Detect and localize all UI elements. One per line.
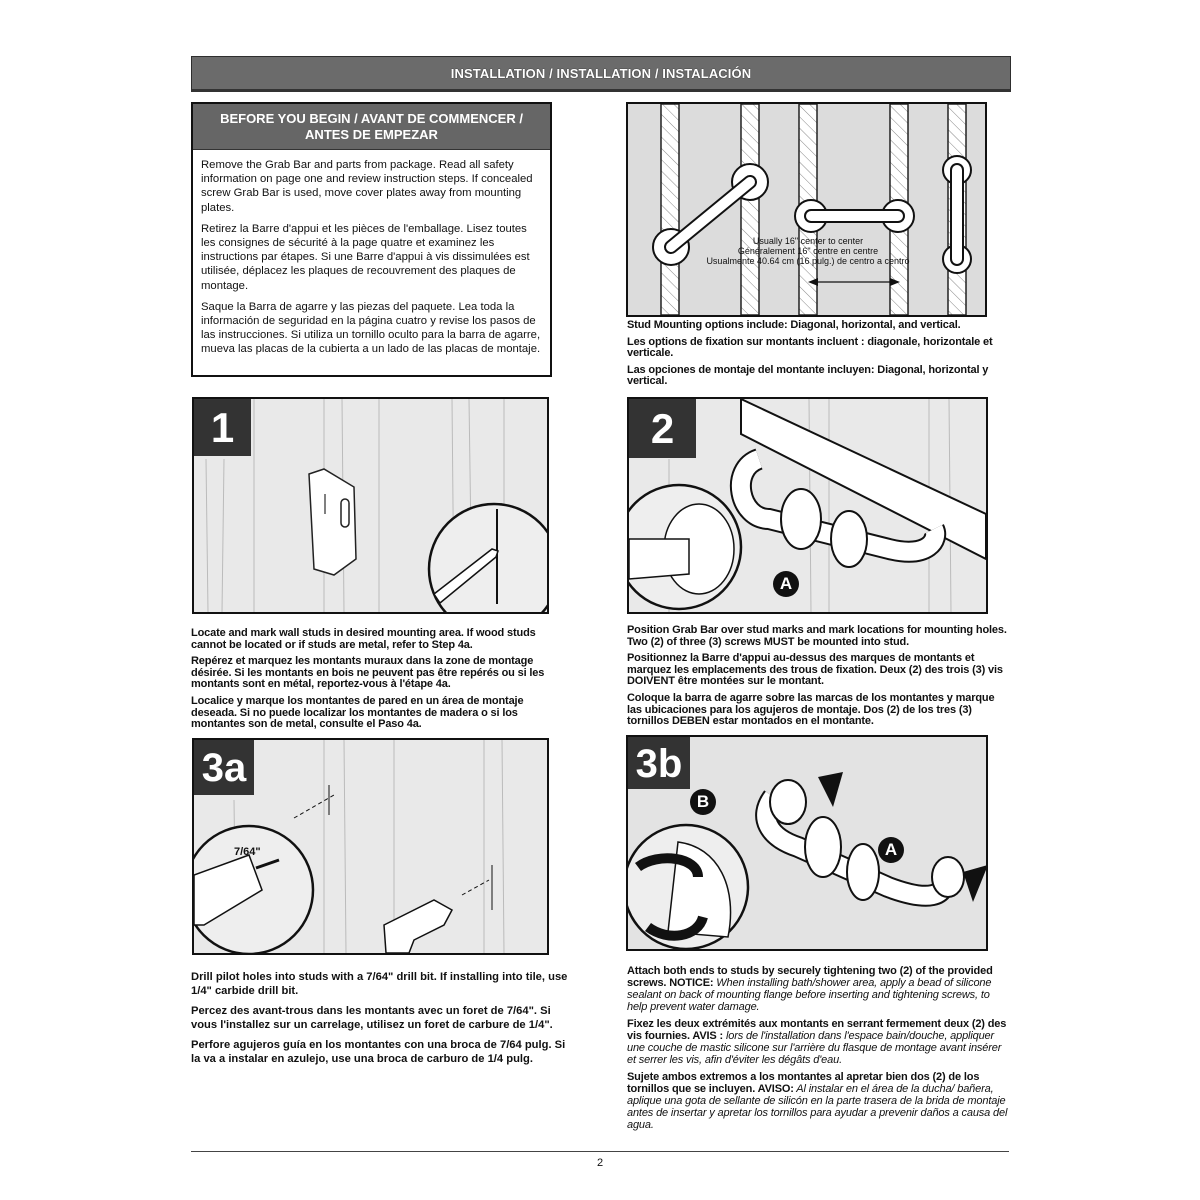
banner-title: INSTALLATION / INSTALLATION / INSTALACIÓN [450, 65, 752, 81]
intro-paragraph-en: Remove the Grab Bar and parts from package. Read all safety information on page one and review instruction steps. If concealed screw Grab Bar is used, move cover plates away from mounting plates. [201, 159, 533, 214]
step-number-badge: 3a [194, 740, 254, 795]
drill-bit-size-label: 7/64" [234, 846, 261, 858]
step-3a-figure [192, 738, 549, 955]
step-3b-figure [626, 735, 988, 951]
stud-illustration [628, 104, 985, 315]
before-you-begin-box [191, 102, 552, 377]
callout-b-badge: B [690, 789, 716, 815]
stud-spacing-label: Usually 16" center to center Généralement 16" centre en centre Usualmente 40.64 cm (16 pulg.) de centro a centro [706, 236, 910, 266]
page-number: 2 [596, 1157, 604, 1169]
step-number-badge: 1 [194, 399, 251, 456]
step-number-badge: 3b [628, 737, 690, 789]
callout-a-badge: A [773, 571, 799, 597]
section-banner [191, 56, 1011, 92]
magnifier-inset [429, 504, 547, 612]
footer-divider [191, 1151, 1009, 1152]
step-1-figure [192, 397, 549, 614]
intro-paragraph-es: Saque la Barra de agarre y las piezas del paquete. Lea toda la información de seguridad en la página cuatro y revise los pasos de las instrucciones. Si utiliza un tornillo oculto para la barra de agarre, mueva las placas de la cubierta a un lado de las placas de montaje. [201, 300, 541, 356]
step-3b-caption: Attach both ends to studs by securely tightening two (2) of the provided screws. NOTICE: When installing bath/shower area, apply a bead of silicone sealant on back of mounting flange before inserting and tightening screws, to help prevent water damage. Fixez les deux extrémités aux montants en serrant fermement deux (2) des vis fournies. AVIS : lors de l'installation dans l'espace bain/douche, appliquer une couche de mastic silicone sur l'arrière du flasque de montage avant insérer et serrer les vis, afin d'éviter les dégâts d'eau. Sujete ambos extremos a los montantes al apretar bien dos (2) de los tornillos que se incluyen. AVISO: Al instalar en el área de la ducha/ bañera, aplique una gota de sellante de silicón en la parte trasera de la brida de montaje antes de insertar y apretar los tornillos para ayudar a prevenir daños a causa del agua. [627, 965, 1008, 1131]
step-2-figure [627, 397, 988, 614]
stud-diagram-caption: Stud Mounting options include: Diagonal, horizontal, and vertical. Les options de fixation sur montants incluent : diagonale, horizontale et verticale. Las opciones de montaje del montante incluyen: Diagonal, horizontal y vertical. [627, 319, 993, 388]
intro-paragraph-fr: Retirez la Barre d'appui et les pièces de l'emballage. Lisez toutes les consignes de sécurité à la page quatre et examinez les instructions par étapes. Si une Barre d'appui à vis dissimulées est utilisée, déplacez les plaques de recouvrement des plaques de montage. [201, 222, 530, 292]
before-you-begin-heading: BEFORE YOU BEGIN / AVANT DE COMMENCER / ANTES DE EMPEZAR [193, 104, 550, 150]
stud-mounting-diagram [626, 102, 987, 317]
step-2-caption: Position Grab Bar over stud marks and mark locations for mounting holes. Two (2) of three (3) screws MUST be mounted into stud. Positionnez la Barre d'appui au-dessus des marques de montants et marquez les emplacements des trous de fixation. Deux (2) des trois (3) vis DOIVENT être montées sur le montant. Coloque la barra de agarre sobre las marcas de los montantes y marque las ubicaciones para los agujeros de montaje. Dos (2) de los tres (3) tornillos DEBEN estar montados en el montante. [627, 624, 1007, 728]
step-3a-caption: Drill pilot holes into studs with a 7/64" drill bit. If installing into tile, use 1/4" carbide drill bit. Percez des avant-trous dans les montants avec un foret de 7/64". Si vous l'installez sur un carrelage, utilisez un foret de carbure de 1/4". Perfore agujeros guía en los montantes con una broca de 7/64 pulg. Si la va a instalar en azulejo, use una broca de carburo de 1/4 pulg. [191, 971, 568, 1065]
step-number-badge: 2 [629, 399, 696, 458]
callout-a-badge: A [878, 837, 904, 863]
step-1-caption: Locate and mark wall studs in desired mounting area. If wood studs cannot be located or if studs are metal, refer to Step 4a. Repérez et marquez les montants muraux dans la zone de montage désirée. Si les montants en bois ne peuvent pas être repérés ou si les montants sont en métal, reportez-vous à l'étape 4a. Localice y marque los montantes de pared en un área de montaje deseada. Si no puede localizar los montantes de madera o si los montantes son de metal, consulte el Paso 4a. [191, 627, 545, 731]
